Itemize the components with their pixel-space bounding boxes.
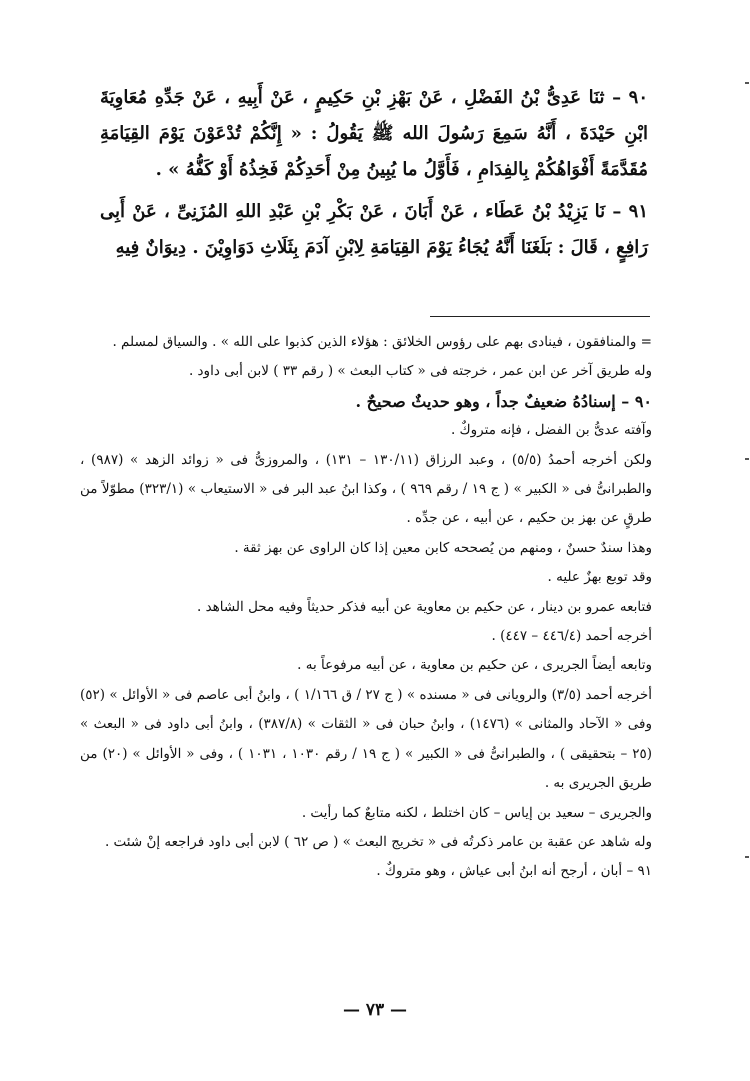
hadith-91: ٩١ – نَا يَزِيْدُ بْنُ عَطَاء ، عَنْ أَبَانَ ، عَنْ بَكْرِ بْنِ عَبْدِ اللهِ المُزَنِىِّ ، عَنْ أَبِى رَافِعٍ ، قَالَ : بَلَغَنَا أَنَّهُ يُجَاءُ يَوْمَ القِيَامَةِ لِابْنِ آدَمَ بِثَلَاثِ دَوَاوِيْنَ . دِيوَانٌ فِيهِ [100,201,648,258]
hadith-90: ٩٠ – ثنَا عَدِىُّ بْنُ الفَضْلِ ، عَنْ بَهْزِ بْنِ حَكِيمٍ ، عَنْ أَبِيهِ ، عَنْ جَدِّهِ مُعَاوِيَةَ ابْنِ حَيْدَةَ ، أَنَّهُ سَمِعَ رَسُولَ الله ﷺ يَقُولُ : « إِنَّكُمْ تُدْعَوْنَ يَوْمَ القِيَامَةِ مُقَدَّمَةً أَفْوَاهُكُمْ بِالفِدَامِ ، فَأَوَّلُ ما يُبِينُ مِنْ أَحَدِكُمْ فَخِذُهُ أَوْ كَفُّهُ » . [100,87,648,180]
margin-mark [745,82,749,84]
footnote-line: فتابعه عمرو بن دينار ، عن حكيم بن معاوية عن أبيه فذكر حديثاً وفيه محل الشاهد . [196,598,652,615]
footnote-line: وآفته عدىُّ بن الفضل ، فإنه متروكٌ . [450,422,652,439]
footnote-line: أخرجه أحمد (٣/٥) والرويانى فى « مسنده » ( ج ٢٧ / ق ١/١٦٦ ) ، وابنُ أبى عاصم فى « الأوائل » (٥٢) وفى « الآحاد والمثانى » (١٤٧٦) ، وابنُ حبان فى « الثقات » (٣٨٧/٨) ، وابنُ أبى داود فى « البعث » (٢٥ – بتحقيقى ) ، والطبرانىُّ فى « الكبير » ( ج ١٩ / رقم ١٠٣٠ ، ١٠٣١ ) ، وفى « الأوائل » (٢٠) من طريق الجريرى به . [80,686,652,792]
footnote-line: وقد توبع بهزٌ عليه . [547,569,652,586]
footnote-line: أخرجه أحمد (٤٤٦/٤ – ٤٤٧) . [491,628,652,645]
hadith-text [100,80,648,266]
footnote-line: وله طريق آخر عن ابن عمر ، خرجته فى « كتاب البعث » ( رقم ٣٣ ) لابن أبى داود . [188,363,652,380]
footnote-line: ولكن أخرجه أحمدُ (٥/٥) ، وعبد الرزاق (١٣٠/١١ – ١٣١) ، والمروزىُّ فى « زوائد الزهد » (٩٨٧) ، والطبرانىُّ فى « الكبير » ( ج ١٩ / رقم ٩٦٩ ) ، وكذا ابنُ عبد البر فى « الاستيعاب » (٣٢٣/١) مطوّلاً من طرقٍ عن بهز بن حكيم ، عن أبيه ، عن جدِّه . [80,451,652,527]
footnote-line: والجريرى – سعيد بن إياس – كان اختلط ، لكنه متابعٌ كما رأيت . [301,804,652,821]
page-number: — ٧٣ — [342,1000,408,1020]
footnote-line: وهذا سندٌ حسنٌ ، ومنهم من يُصححه كابن معين إذا كان الراوى عن بهز ثقة . [234,539,652,556]
footnote-heading-90: ٩٠ – إسنادُهُ ضعيفٌ جداً ، وهو حديثٌ صحيحٌ . [355,391,652,411]
footnote-divider [430,316,650,317]
footnote-line: وتابعه أيضاً الجريرى ، عن حكيم بن معاوية ، عن أبيه مرفوعاً به . [297,657,652,674]
footnote-line: = والمنافقون ، فينادى بهم على رؤوس الخلائق : هؤلاء الذين كذبوا على الله » . والسياق لمسلم . [112,334,652,350]
footnote-line: ٩١ – أبان ، أرجح أنه ابنُ أبى عياش ، وهو متروكٌ . [376,863,652,880]
margin-mark [745,458,749,460]
footnote-line: وله شاهد عن عقبة بن عامر ذكرتُه فى « تخريج البعث » ( ص ٦٢ ) لابن أبى داود فراجعه إنْ شئت . [104,833,652,850]
margin-mark [745,856,749,858]
footnotes [80,328,652,887]
